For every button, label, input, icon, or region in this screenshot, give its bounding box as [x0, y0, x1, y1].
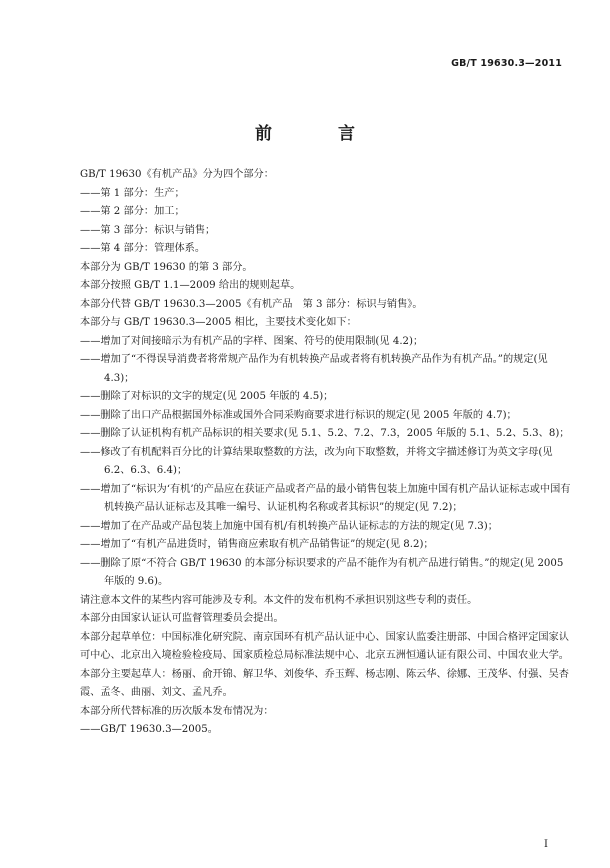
list-item: ——增加了在产品或产品包装上加施中国有机/有机转换产品认证标志的方法的规定(见 7.3)； — [80, 520, 498, 532]
paragraph: 本部分为 GB/T 19630 的第 3 部分。 — [80, 261, 253, 273]
page-number: I — [544, 839, 548, 850]
list-item: ——第 2 部分：加工； — [80, 206, 185, 217]
paragraph: 本部分按照 GB/T 1.1—2009 给出的规则起草。 — [80, 280, 301, 291]
paragraph: 请注意本文件的某些内容可能涉及专利。本文件的发布机构不承担识别这些专利的责任。 — [80, 594, 478, 606]
list-item: ——第 3 部分：标识与销售； — [80, 224, 216, 236]
list-item: ——增加了对间接暗示为有机产品的字样、图案、符号的使用限制(见 4.2)； — [80, 335, 424, 347]
list-item: ——增加了“不得误导消费者将常规产品作为有机转换产品或者将有机转换产品作为有机产品。”的规定(见 4.3)； — [80, 354, 548, 384]
standard-number: GB/T 19630.3—2011 — [451, 58, 562, 69]
paragraph: 本部分代替 GB/T 19630.3—2005《有机产品 第 3 部分：标识与销售》。 — [80, 298, 423, 310]
list-item: ——GB/T 19630.3—2005。 — [80, 724, 218, 735]
list-item: ——删除了原“不符合 GB/T 19630 的本部分标识要求的产品不能作为有机产品进行销售。”的规定(见 2005 年版的 9.6)。 — [80, 557, 564, 587]
list-item: ——修改了有机配料百分比的计算结果取整数的方法，改为向下取整数，并将文字描述修订为英文字母(见 6.2、6.3、6.4)； — [80, 446, 553, 476]
paragraph: GB/T 19630《有机产品》分为四个部分： — [80, 169, 274, 180]
paragraph: 本部分主要起草人：杨丽、俞开锦、解卫华、刘俊华、乔玉辉、杨志刚、陈云华、徐娜、王茂华、付强、吴杏霞、孟冬、曲丽、刘文、孟凡乔。 — [80, 668, 569, 698]
list-item: ——删除了出口产品根据国外标准或国外合同采购商要求进行标识的规定(见 2005 年版的 4.7)； — [80, 409, 517, 421]
paragraph: 本部分所代替标准的历次版本发布情况为： — [80, 705, 274, 717]
list-item: ——删除了认证机构有机产品标识的相关要求(见 5.1、5.2、7.2、7.3，2005 年版的 5.1、5.2、5.3、8)； — [80, 428, 570, 439]
list-item: ——增加了“有机产品进货时，销售商应索取有机产品销售证”的规定(见 8.2)； — [80, 539, 434, 550]
list-item: ——增加了“标识为‘有机’的产品应在获证产品或者产品的最小销售包装上加施中国有机产品认证标志或中国有机转换产品认证标志及其唯一编号、认证机构名称或者其标识”的规定(见 7.2)； — [80, 483, 571, 513]
list-item: ——第 4 部分：管理体系。 — [80, 243, 206, 254]
paragraph: 本部分与 GB/T 19630.3—2005 相比，主要技术变化如下： — [80, 317, 357, 328]
paragraph: 本部分由国家认证认可监督管理委员会提出。 — [80, 613, 284, 624]
list-item: ——第 1 部分：生产； — [80, 187, 185, 199]
paragraph: 本部分起草单位：中国标准化研究院、南京国环有机产品认证中心、国家认监委注册部、中国合格评定国家认可中心、北京出入境检验检疫局、国家质检总局标准法规中心、北京五洲恒通认证有限公司、中国农业大学。 — [80, 631, 569, 661]
list-item: ——删除了对标识的文字的规定(见 2005 年版的 4.5)； — [80, 391, 334, 402]
page-title: 前 言 — [255, 124, 385, 144]
foreword-body — [64, 166, 574, 740]
